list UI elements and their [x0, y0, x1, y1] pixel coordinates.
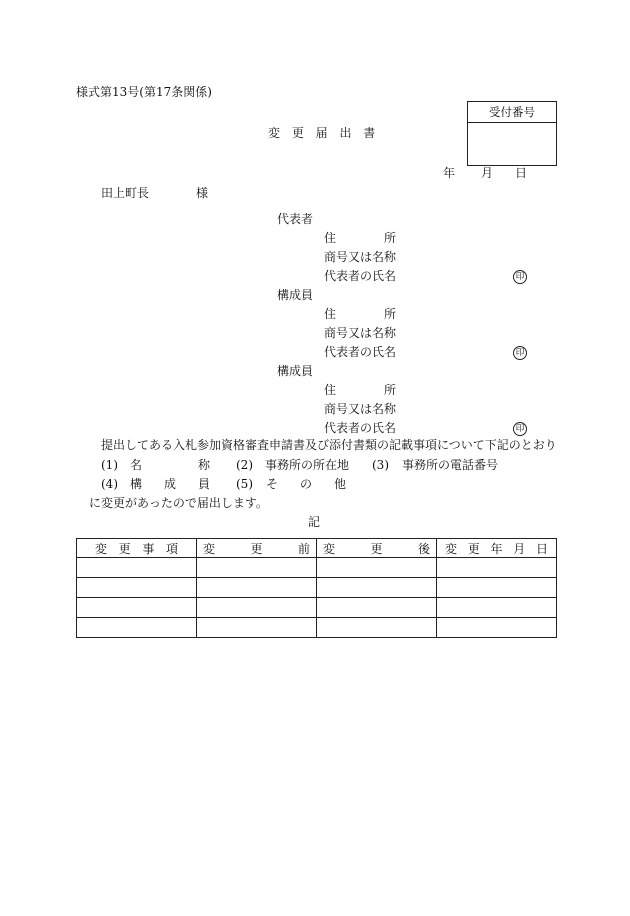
table-cell[interactable] — [437, 598, 557, 618]
date-day: 日 — [515, 166, 528, 180]
field-input[interactable] — [410, 381, 505, 399]
table-cell[interactable] — [437, 558, 557, 578]
field-label: 代表者の氏名 — [324, 345, 397, 359]
seal-icon: 印 — [513, 422, 527, 436]
item-label: そ の 他 — [266, 477, 346, 491]
receipt-number-field[interactable] — [468, 123, 556, 165]
item-number: (4) — [101, 477, 118, 491]
group-heading: 構成員 — [277, 364, 314, 378]
table-row — [77, 598, 557, 618]
header-change-item: 変 更 事 項 — [77, 539, 197, 558]
group-heading: 構成員 — [277, 288, 314, 302]
receipt-box — [467, 101, 557, 166]
table-cell[interactable] — [197, 618, 317, 638]
field-label: 商号又は名称 — [324, 402, 397, 416]
body-text-1: 提出してある入札参加資格審査申請書及び添付書類の記載事項について下記のとおり — [101, 438, 557, 452]
field-input[interactable] — [410, 248, 505, 266]
field-label: 住 所 — [324, 231, 396, 245]
table-cell[interactable] — [77, 598, 197, 618]
table-cell[interactable] — [77, 618, 197, 638]
field-input[interactable] — [410, 267, 505, 285]
item-number: (1) — [101, 458, 118, 472]
field-input[interactable] — [410, 419, 505, 437]
page-title: 変 更 届 出 書 — [268, 126, 380, 140]
item-label: 名 称 — [130, 458, 210, 472]
table-header-row — [77, 539, 557, 558]
table-cell[interactable] — [317, 618, 437, 638]
item-label: 構 成 員 — [130, 477, 210, 491]
table-cell[interactable] — [197, 598, 317, 618]
body-text-2: に変更があったので届出します。 — [89, 496, 268, 510]
field-input[interactable] — [410, 400, 505, 418]
table-cell[interactable] — [317, 598, 437, 618]
table-cell[interactable] — [197, 558, 317, 578]
field-label: 代表者の氏名 — [324, 269, 397, 283]
item-number: (2) — [236, 458, 253, 472]
field-input[interactable] — [410, 324, 505, 342]
field-label: 代表者の氏名 — [324, 421, 397, 435]
item-number: (5) — [236, 477, 253, 491]
item-label: 事務所の電話番号 — [402, 458, 499, 472]
table-row — [77, 578, 557, 598]
addressee-honorific: 様 — [196, 186, 209, 200]
field-label: 住 所 — [324, 383, 396, 397]
table-row — [77, 558, 557, 578]
receipt-label: 受付番号 — [468, 102, 556, 123]
table-cell[interactable] — [437, 618, 557, 638]
table-cell[interactable] — [197, 578, 317, 598]
item-label: 事務所の所在地 — [265, 458, 350, 472]
table-cell[interactable] — [317, 578, 437, 598]
header-before: 変 更 前 — [197, 539, 317, 558]
ki-heading: 記 — [308, 515, 321, 529]
table-cell[interactable] — [77, 558, 197, 578]
seal-icon: 印 — [513, 346, 527, 360]
table-row — [77, 618, 557, 638]
item-number: (3) — [372, 458, 389, 472]
table-cell[interactable] — [437, 578, 557, 598]
field-input[interactable] — [410, 229, 505, 247]
field-label: 商号又は名称 — [324, 250, 397, 264]
field-label: 住 所 — [324, 307, 396, 321]
table-cell[interactable] — [77, 578, 197, 598]
form-number: 様式第13号(第17条関係) — [76, 85, 212, 99]
table-cell[interactable] — [317, 558, 437, 578]
header-after: 変 更 後 — [317, 539, 437, 558]
field-label: 商号又は名称 — [324, 326, 397, 340]
field-input[interactable] — [410, 305, 505, 323]
addressee-name: 田上町長 — [101, 186, 150, 200]
seal-icon: 印 — [513, 270, 527, 284]
group-heading: 代表者 — [277, 212, 314, 226]
date-year: 年 — [443, 166, 456, 180]
field-input[interactable] — [410, 343, 505, 361]
date-month: 月 — [481, 166, 494, 180]
changes-table — [76, 538, 557, 638]
header-change-date: 変 更 年 月 日 — [437, 539, 557, 558]
